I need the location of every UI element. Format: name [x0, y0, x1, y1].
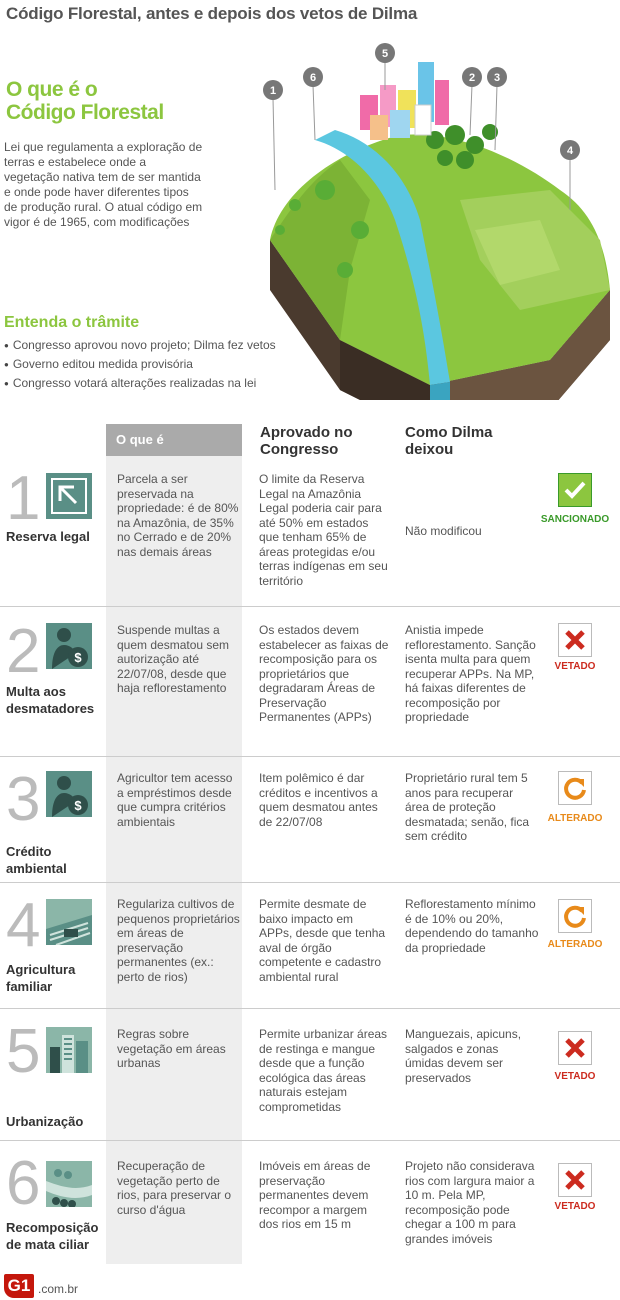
marker-2: 2: [468, 72, 476, 84]
cell-approved: Permite desmate de baixo impacto em APPs, desde que tenha aval de órgão competente e cadastro ambiental rural: [259, 897, 386, 984]
cell-what: Recuperação de vegetação perto de rios, para preservar o curso d'água: [117, 1159, 232, 1217]
x-icon: [558, 623, 592, 657]
money-bag-person-icon: [46, 623, 92, 669]
svg-text:$: $: [74, 798, 82, 813]
g1-domain: .com.br: [38, 1282, 79, 1296]
cell-dilma: Proprietário rural tem 5 anos para recuperar área de proteção desmatada; senão, fica sem crédito: [405, 771, 530, 843]
column-header-approved: Aprovado no Congresso: [260, 424, 353, 458]
intro-text: Lei que regulamenta a exploração de terras e estabelece onde a vegetação nativa tem de ser mantida e onde pode haver diferentes tipos de produção rural. O atual código em vigor é de 1965, com modificações: [4, 140, 203, 229]
riverbank-icon: [46, 1161, 92, 1207]
row-number: 4: [6, 891, 41, 960]
rotate-icon: [558, 771, 592, 805]
cell-what: Regras sobre vegetação em áreas urbanas: [117, 1027, 226, 1070]
table-row: [0, 606, 620, 756]
svg-text:$: $: [74, 650, 82, 665]
intro-heading: [6, 78, 166, 124]
row-label: Crédito ambiental: [6, 844, 67, 876]
check-icon: [558, 473, 592, 507]
marker-3: 3: [493, 72, 501, 84]
row-number: 5: [6, 1017, 41, 1086]
table-row: [0, 1140, 620, 1264]
cell-what: Suspende multas a quem desmatou sem autorização até 22/07/08, desde que haja reflorestamento: [117, 623, 230, 695]
row-label: Urbanização: [6, 1114, 84, 1129]
table-row: [0, 1008, 620, 1140]
status-badge: ALTERADO: [547, 813, 603, 824]
landscape-illustration: [220, 40, 620, 400]
column-header-dilma: Como Dilma deixou: [405, 424, 493, 458]
cell-dilma: Não modificou: [405, 524, 482, 538]
buildings-icon: [46, 1027, 92, 1073]
cell-what: Parcela a ser preservada na propriedade: é de 80% na Amazônia, de 35% no Cerrado e de 20% nas demais áreas: [117, 472, 239, 559]
cell-approved: Permite urbanizar áreas de restinga e mangue desde que a função ecológica das áreas naturais estejam comprometidas: [259, 1027, 388, 1114]
cell-dilma: Reflorestamento mínimo é de 10% ou 20%, dependendo do tamanho da propriedade: [405, 897, 539, 955]
status-badge: ALTERADO: [547, 939, 603, 950]
row-label: Recomposição de mata ciliar: [6, 1220, 99, 1252]
cell-approved: Os estados devem estabelecer as faixas de recomposição para os proprietários que degradaram Áreas de Preservação Permanentes (APPs): [259, 623, 389, 724]
row-label: Reserva legal: [6, 529, 90, 544]
tramite-heading: Entenda o trâmite: [4, 314, 140, 331]
row-label: Agricultura familiar: [6, 962, 76, 994]
marker-5: 5: [381, 48, 389, 60]
tramite-item: ● Congresso votará alterações realizadas na lei: [4, 374, 276, 393]
status-badge: VETADO: [554, 661, 596, 672]
row-number: 2: [6, 617, 41, 686]
row-number: 3: [6, 765, 41, 834]
column-header-what: O que é: [106, 424, 242, 456]
cell-dilma: Anistia impede reflorestamento. Sanção isenta multa para quem recuperar APPs. Na MP, há faixas diferentes de recomposição por propriedade: [405, 623, 536, 724]
x-icon: [558, 1031, 592, 1065]
marker-1: 1: [269, 85, 277, 97]
corner-arrow-icon: [46, 473, 92, 519]
tramite-item: ● Congresso aprovou novo projeto; Dilma fez vetos: [4, 336, 276, 355]
cell-what: Agricultor tem acesso a empréstimos desde que cumpra critérios ambientais: [117, 771, 233, 829]
cell-dilma: Projeto não considerava rios com largura maior a 10 m. Pela MP, recomposição pode chegar a 100 m para grandes imóveis: [405, 1159, 535, 1246]
cell-dilma: Manguezais, apicuns, salgados e zonas úmidas devem ser preservados: [405, 1027, 522, 1085]
row-label: Multa aos desmatadores: [6, 684, 95, 716]
status-badge: VETADO: [554, 1201, 596, 1212]
marker-6: 6: [309, 72, 317, 84]
table-row: [0, 456, 620, 606]
g1-logo[interactable]: [4, 1274, 78, 1298]
row-number: 1: [6, 464, 41, 533]
intro-heading-line2: Código Florestal: [6, 101, 164, 124]
row-number: 6: [6, 1149, 41, 1218]
tramite-item: ● Governo editou medida provisória: [4, 355, 276, 374]
intro-heading-line1: O que é o: [6, 78, 98, 101]
status-badge: SANCIONADO: [540, 514, 610, 525]
cell-approved: Imóveis em áreas de preservação permanentes devem recompor a margem dos rios em 15 m: [259, 1159, 371, 1231]
farm-field-icon: [46, 899, 92, 945]
status-badge: VETADO: [554, 1071, 596, 1082]
cell-approved: Item polêmico é dar créditos e incentivos a quem desmatou antes de 22/07/08: [259, 771, 378, 829]
page-title: Código Florestal, antes e depois dos vetos de Dilma: [6, 4, 418, 23]
cell-what: Regulariza cultivos de pequenos proprietários em áreas de preservação permanentes (ex.: perto de rios): [117, 897, 240, 984]
table-row: [0, 756, 620, 882]
rotate-icon: [558, 899, 592, 933]
cell-approved: O limite da Reserva Legal na Amazônia Legal poderia cair para até 50% em estados que tenham 65% de áreas protegidas e/ou terras indígenas em seu território: [259, 472, 388, 588]
x-icon: [558, 1163, 592, 1197]
table-row: [0, 882, 620, 1008]
g1-logo-mark: G1: [4, 1274, 34, 1298]
marker-4: 4: [566, 145, 574, 157]
money-bag-person-icon: [46, 771, 92, 817]
